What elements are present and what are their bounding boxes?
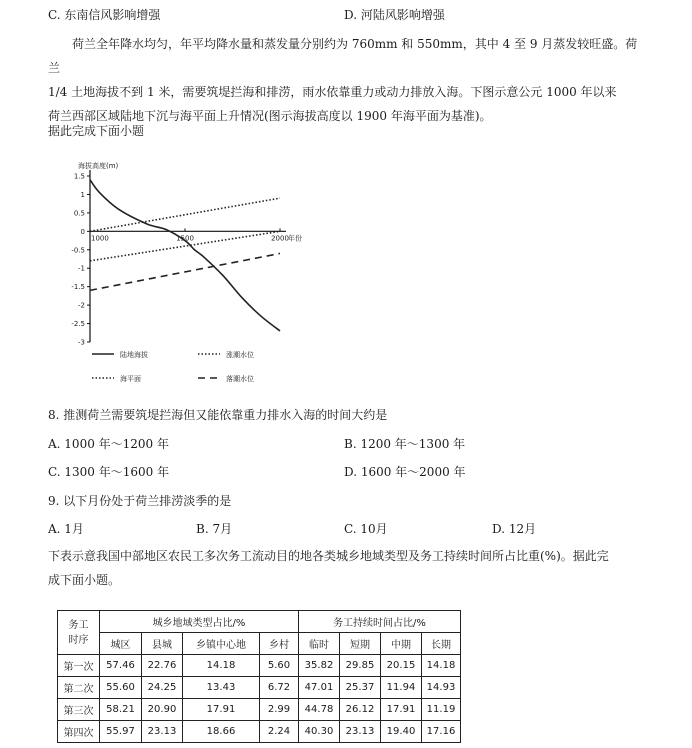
row-label: 第四次 — [58, 721, 100, 743]
y-tick-label: -1 — [78, 264, 85, 273]
q8-option-c[interactable]: C. 1300 年～1600 年 — [48, 465, 170, 479]
y-tick-label: 1 — [80, 190, 85, 199]
series-dashed-line — [90, 253, 280, 290]
instruction-1: 据此完成下面小题 — [48, 124, 145, 138]
table-cell: 55.97 — [100, 721, 142, 743]
table-cell: 5.60 — [260, 655, 299, 677]
table-cell: 23.13 — [340, 721, 381, 743]
q8-option-b[interactable]: B. 1200 年～1300 年 — [344, 437, 466, 451]
passage-2 — [48, 544, 648, 592]
y-tick-label: -3 — [78, 338, 85, 347]
table-col-header: 长期 — [422, 633, 461, 655]
table-cell: 14.18 — [183, 655, 260, 677]
table-cell: 19.40 — [381, 721, 422, 743]
table-col-header: 临时 — [299, 633, 340, 655]
table-cell: 47.01 — [299, 677, 340, 699]
table-cell: 24.25 — [142, 677, 183, 699]
table-cell: 17.91 — [183, 699, 260, 721]
q9-option-b[interactable]: B. 7月 — [196, 522, 233, 536]
table-cell: 6.72 — [260, 677, 299, 699]
table-col-header: 县城 — [142, 633, 183, 655]
passage — [48, 32, 648, 128]
table-cell: 20.15 — [381, 655, 422, 677]
table-cell: 35.82 — [299, 655, 340, 677]
table-cell: 18.66 — [183, 721, 260, 743]
table-cell: 13.43 — [183, 677, 260, 699]
table-cell: 55.60 — [100, 677, 142, 699]
y-axis-label: 海拔高度(m) — [78, 162, 119, 170]
legend-label: 海平面 — [120, 375, 141, 383]
legend-label: 陆地海拔 — [120, 351, 148, 359]
table-cell: 22.76 — [142, 655, 183, 677]
table-group-1: 城乡地域类型占比/% — [100, 611, 299, 633]
y-tick-label: -0.5 — [71, 246, 85, 255]
table-row — [58, 721, 461, 743]
x-tick-label: 1000 — [91, 234, 109, 243]
table-cell: 17.91 — [381, 699, 422, 721]
table-cell: 2.99 — [260, 699, 299, 721]
table-cell: 11.94 — [381, 677, 422, 699]
table-cell: 40.30 — [299, 721, 340, 743]
table-cell: 57.46 — [100, 655, 142, 677]
table-cell: 11.19 — [422, 699, 461, 721]
y-tick-label: -2 — [78, 301, 85, 310]
table-row — [58, 655, 461, 677]
series-dotted-line — [90, 198, 280, 231]
option-c-prev: C. 东南信风影响增强 — [48, 8, 161, 22]
passage-2-line-1: 下表示意我国中部地区农民工多次务工流动目的地各类城乡地域类型及务工持续时间所占比重(%)。据此完 — [48, 549, 609, 563]
table-col-header: 中期 — [381, 633, 422, 655]
table-cell: 17.16 — [422, 721, 461, 743]
passage-line-2: 1/4 土地海拔不到 1 米，需要筑堤拦海和排涝，雨水依靠重力或动力排放入海。下图示意公元 1000 年以来 — [48, 85, 617, 99]
table-cell: 26.12 — [340, 699, 381, 721]
table-cell: 58.21 — [100, 699, 142, 721]
table-row — [58, 699, 461, 721]
passage-2-line-2: 成下面小题。 — [48, 573, 121, 587]
row-label: 第二次 — [58, 677, 100, 699]
table-cell: 29.85 — [340, 655, 381, 677]
table-cell: 23.13 — [142, 721, 183, 743]
table-group-2: 务工持续时间占比/% — [299, 611, 461, 633]
q8-option-d[interactable]: D. 1600 年～2000 年 — [344, 465, 466, 479]
y-tick-label: 1.5 — [73, 172, 85, 181]
table-corner — [58, 611, 100, 655]
table-col-header: 乡镇中心地 — [183, 633, 260, 655]
q9-stem: 9. 以下月份处于荷兰排涝淡季的是 — [48, 494, 232, 508]
y-tick-label: 0.5 — [73, 209, 85, 218]
y-tick-label: 0 — [80, 227, 85, 236]
x-axis-label: 年份 — [288, 234, 302, 243]
q9-option-d[interactable]: D. 12月 — [492, 522, 537, 536]
table-cell: 25.37 — [340, 677, 381, 699]
series-solid-line — [90, 180, 280, 331]
migration-table — [57, 610, 461, 743]
table-cell: 14.93 — [422, 677, 461, 699]
x-tick-label: 2000 — [271, 234, 289, 243]
table-row — [58, 677, 461, 699]
sea-level-chart — [48, 158, 308, 390]
table-corner-top: 务工 — [68, 619, 89, 631]
row-label: 第一次 — [58, 655, 100, 677]
legend-label: 涨潮水位 — [226, 351, 254, 359]
table-col-header: 短期 — [340, 633, 381, 655]
table-col-header: 城区 — [100, 633, 142, 655]
y-tick-label: -1.5 — [71, 283, 85, 292]
passage-line-1: 荷兰全年降水均匀，年平均降水量和蒸发量分别约为 760mm 和 550mm，其中 4 至 9 月蒸发较旺盛。荷兰 — [48, 37, 638, 75]
table-col-header: 乡村 — [260, 633, 299, 655]
table-corner-bottom: 时序 — [68, 634, 89, 646]
table-cell: 2.24 — [260, 721, 299, 743]
table-cell: 20.90 — [142, 699, 183, 721]
y-tick-label: -2.5 — [71, 320, 85, 329]
q8-stem: 8. 推测荷兰需要筑堤拦海但又能依靠重力排水入海的时间大约是 — [48, 408, 388, 422]
legend-label: 落潮水位 — [226, 375, 254, 383]
table-cell: 14.18 — [422, 655, 461, 677]
option-d-prev: D. 河陆风影响增强 — [344, 8, 445, 22]
table-cell: 44.78 — [299, 699, 340, 721]
passage-line-3: 荷兰西部区域陆地下沉与海平面上升情况(图示海拔高度以 1900 年海平面为基准)。 — [48, 109, 492, 123]
q9-option-c[interactable]: C. 10月 — [344, 522, 388, 536]
q8-option-a[interactable]: A. 1000 年～1200 年 — [48, 437, 170, 451]
row-label: 第三次 — [58, 699, 100, 721]
x-tick-label: 1500 — [176, 234, 194, 243]
q9-option-a[interactable]: A. 1月 — [48, 522, 84, 536]
